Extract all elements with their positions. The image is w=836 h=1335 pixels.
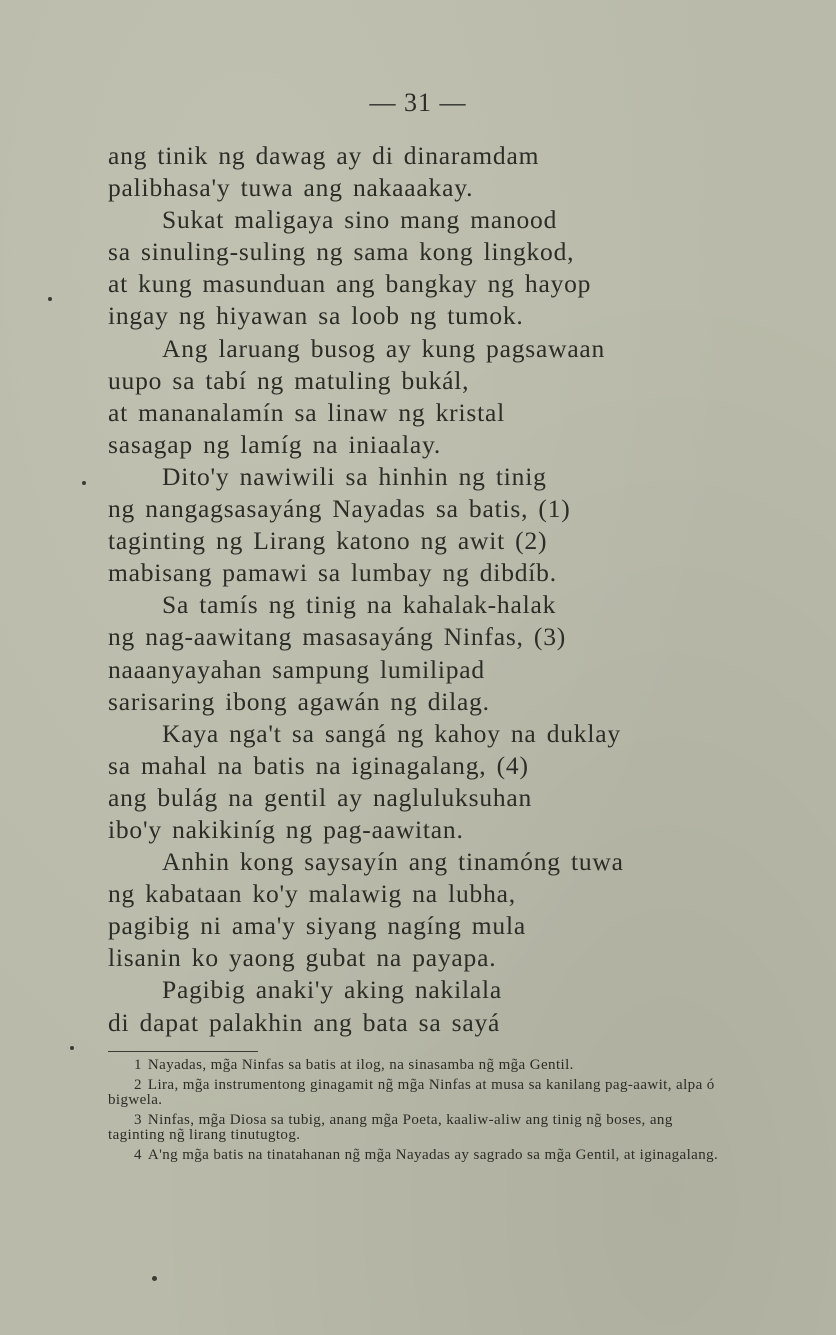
footnote [108,1113,728,1144]
footnote-number: 4 [134,1146,142,1163]
poem-line: Kaya nga't sa sangá ng kahoy na duklay [162,718,621,748]
poem-line: Ang laruang busog ay kung pagsawaan [162,333,606,363]
ink-speck [82,481,86,485]
poem-line: Dito'y nawiwili sa hinhin ng tinig [162,461,547,491]
ink-speck [152,1276,157,1281]
poem-line: palibhasa'y tuwa ang nakaaakay. [108,173,474,203]
footnotes [108,1058,728,1167]
footnote-text: Nayadas, mg̃a Ninfas sa batis at ilog, na sinasamba ng̃ mg̃a Gentil. [147,1057,574,1073]
poem-line: ingay ng hiyawan sa loob ng tumok. [108,301,524,331]
poem-line: sarisaring ibong agawán ng dilag. [108,686,490,716]
ink-speck [70,1046,74,1050]
footnote [108,1148,728,1164]
poem-line: pagibig ni ama'y siyang nagíng mula [108,911,526,941]
poem-line: ang tinik ng dawag ay di dinaramdam [108,141,540,170]
poem-line: Sukat maligaya sino mang manood [162,205,558,235]
poem-line: lisanin ko yaong gubat na payapa. [108,943,497,973]
footnote-text: Lira, mg̃a instrumentong ginagamit ng̃ mg̃a Ninfas at musa sa kanilang pag-aawit, alpa ó bigwela. [108,1076,715,1108]
poem-line: taginting ng Lirang katono ng awit (2) [108,526,548,556]
poem-line: ng nag-aawitang masasayáng Ninfas, (3) [108,622,567,652]
poem-line: naaanyayahan sampung lumilipad [108,654,485,684]
poem-line: at kung masunduan ang bangkay ng hayop [108,269,592,299]
footnote-number: 2 [134,1076,142,1093]
poem-line: mabisang pamawi sa lumbay ng dibdíb. [108,558,557,588]
poem-line: ang bulág na gentil ay nagluluksuhan [108,782,533,812]
footnote-rule [108,1051,258,1052]
poem-line: ibo'y nakikiníg ng pag-aawitan. [108,814,464,844]
page-number: — 31 — [369,88,467,117]
footnote-text: Ninfas, mg̃a Diosa sa tubig, anang mg̃a Poeta, kaaliw-aliw ang tinig ng̃ boses, ang taginting ng̃ lirang tinutugtog. [108,1111,673,1143]
poem-line: at mananalamín sa linaw ng kristal [108,397,505,427]
poem-line: ng kabataan ko'y malawig na lubha, [108,879,516,909]
footnote-number: 1 [134,1057,142,1073]
poem-line: sa sinuling-suling ng sama kong lingkod, [108,237,575,267]
poem-line: sasagap ng lamíg na iniaalay. [108,429,442,459]
poem-line: Pagibig anaki'y aking nakilala [162,975,502,1005]
poem-line: uupo sa tabí ng matuling bukál, [108,365,470,395]
poem-line: Sa tamís ng tinig na kahalak-halak [162,590,557,620]
poem-line: sa mahal na batis na iginagalang, (4) [108,750,529,780]
poem-line: Anhin kong saysayín ang tinamóng tuwa [162,847,624,877]
footnote [108,1078,728,1109]
poem-text [108,140,748,1039]
poem-line: ng nangagsasayáng Nayadas sa batis, (1) [108,494,571,524]
poem-line: di dapat palakhin ang bata sa sayá [108,1007,501,1037]
footnote-text: A'ng mg̃a batis na tinatahanan ng̃ mg̃a Nayadas ay sagrado sa mg̃a Gentil, at iginagalang. [147,1146,719,1163]
footnote-number: 3 [134,1111,142,1128]
footnote [108,1058,728,1074]
ink-speck [48,297,52,301]
